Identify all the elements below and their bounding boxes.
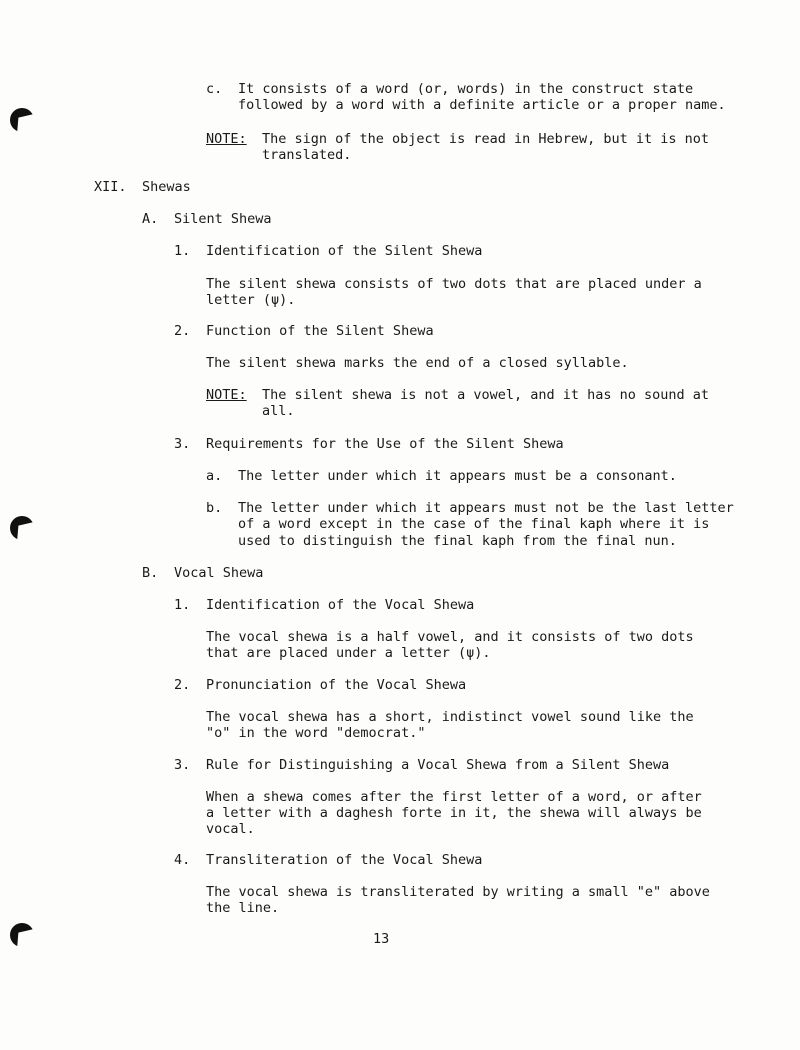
shewa-letter-glyph: ψ [466,645,475,661]
note2-line1: The silent shewa is not a vowel, and it has no sound at [262,387,710,403]
page-number: 13 [373,931,390,947]
note1-line2: translated. [262,147,352,163]
a1-marker: 1. [174,243,191,259]
a2-marker: 2. [174,323,191,339]
note2-line2: all. [262,403,295,419]
a3-b-line2: of a word except in the case of the final kaph where it is [238,516,710,532]
b4-title: Transliteration of the Vocal Shewa [206,852,483,868]
b1-line1: The vocal shewa is a half vowel, and it consists of two dots [206,629,694,645]
b3-line1: When a shewa comes after the first letter of a word, or after [206,789,702,805]
section-xii-marker: XII. [94,179,127,195]
a3-b-marker: b. [206,500,223,516]
b1-title: Identification of the Vocal Shewa [206,597,475,613]
section-xii-title: Shewas [142,179,191,195]
b2-title: Pronunciation of the Vocal Shewa [206,677,467,693]
b1-marker: 1. [174,597,191,613]
b4-line1: The vocal shewa is transliterated by writing a small "e" above [206,884,710,900]
section-a-marker: A. [142,211,159,227]
note2-label: NOTE: [206,387,247,403]
a3-a-marker: a. [206,468,223,484]
binder-hole-bottom [10,923,34,947]
section-b-title: Vocal Shewa [174,565,264,581]
b3-line2: a letter with a daghesh forte in it, the shewa will always be [206,805,702,821]
a3-marker: 3. [174,436,191,452]
section-b-marker: B. [142,565,159,581]
a3-title: Requirements for the Use of the Silent Shewa [206,436,564,452]
a2-title: Function of the Silent Shewa [206,323,434,339]
item-c-line1: It consists of a word (or, words) in the construct state [238,81,694,97]
shewa-letter-glyph: ψ [271,292,280,308]
b3-marker: 3. [174,757,191,773]
b4-line2: the line. [206,900,280,916]
b3-title: Rule for Distinguishing a Vocal Shewa from a Silent Shewa [206,757,670,773]
b1-line2: that are placed under a letter (ψ). [206,645,491,661]
note1-line1: The sign of the object is read in Hebrew, but it is not [262,131,710,147]
a3-a-text: The letter under which it appears must be a consonant. [238,468,677,484]
a3-b-line1: The letter under which it appears must not be the last letter [238,500,734,516]
section-a-title: Silent Shewa [174,211,272,227]
a1-line2: letter (ψ). [206,292,296,308]
binder-hole-top [10,108,34,132]
a1-line1: The silent shewa consists of two dots that are placed under a [206,276,702,292]
item-c-line2: followed by a word with a definite article or a proper name. [238,97,726,113]
binder-hole-middle [10,516,34,540]
b2-marker: 2. [174,677,191,693]
note1-label: NOTE: [206,131,247,147]
a3-b-line3: used to distinguish the final kaph from the final nun. [238,533,677,549]
b3-line3: vocal. [206,821,255,837]
item-c-marker: c. [206,81,223,97]
a2-body: The silent shewa marks the end of a closed syllable. [206,355,629,371]
a1-title: Identification of the Silent Shewa [206,243,483,259]
b4-marker: 4. [174,852,191,868]
b2-line2: "o" in the word "democrat." [206,725,426,741]
b2-line1: The vocal shewa has a short, indistinct vowel sound like the [206,709,694,725]
